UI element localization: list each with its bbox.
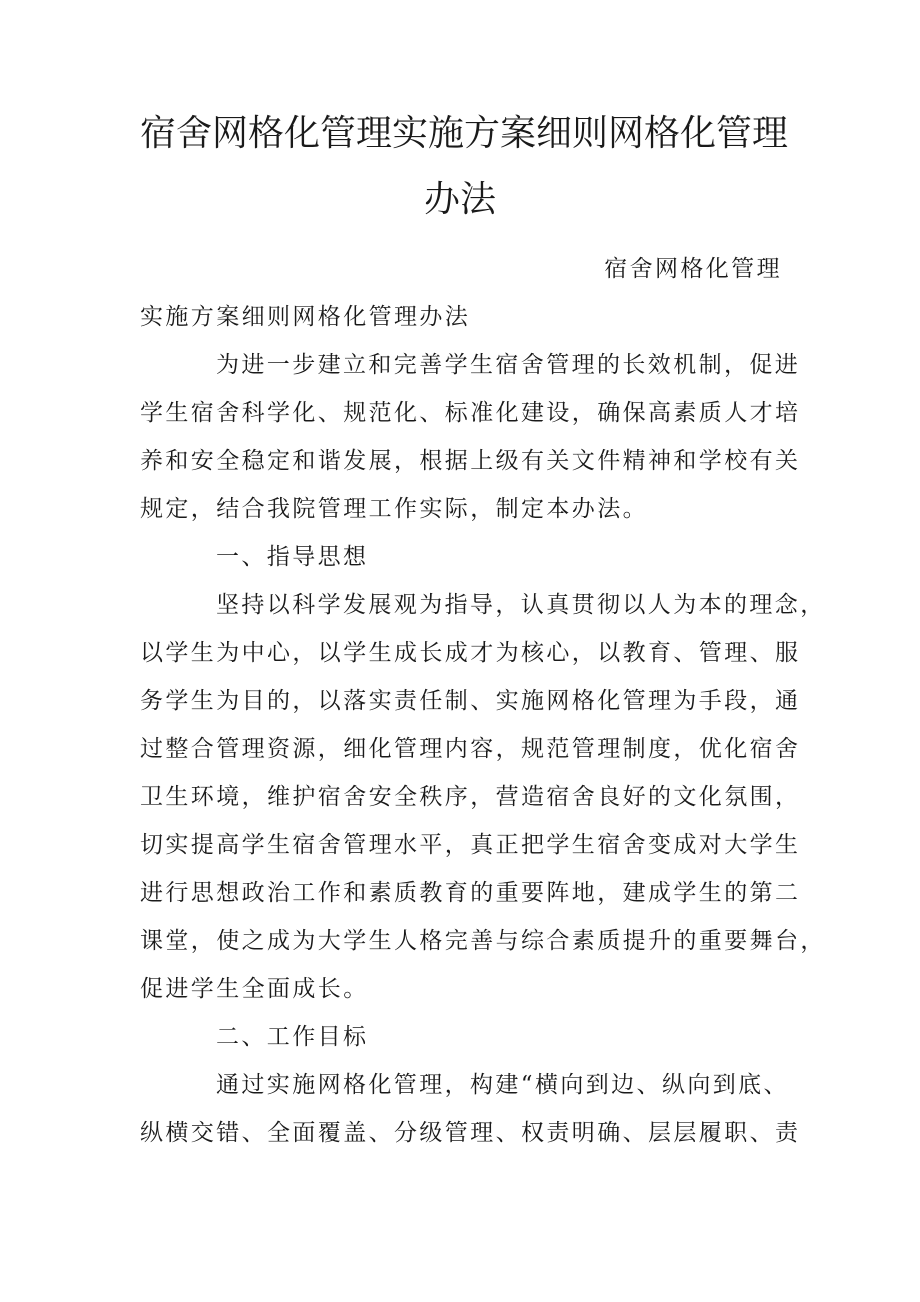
paragraph-line: 规定，结合我院管理工作实际，制定本办法。 (140, 496, 648, 522)
paragraph-line: 卫生环境，维护宿舍安全秩序，营造宿舍良好的文化氛围， (140, 784, 801, 810)
paragraph-line: 过整合管理资源，细化管理内容，规范管理制度，优化宿舍 (140, 736, 801, 762)
paragraph-line: 务学生为目的，以落实责任制、实施网格化管理为手段，通 (140, 688, 801, 714)
subtitle-right: 宿舍网格化管理 (604, 256, 782, 282)
section-heading: 二、工作目标 (216, 1024, 369, 1050)
document-title-line-2: 办法 (423, 179, 496, 220)
paragraph-line: 促进学生全面成长。 (140, 976, 369, 1002)
paragraph-line: 纵横交错、全面覆盖、分级管理、权责明确、层层履职、责 (140, 1120, 801, 1146)
subtitle-left: 实施方案细则网格化管理办法 (140, 304, 471, 330)
paragraph-line: 为进一步建立和完善学生宿舍管理的长效机制，促进 (216, 352, 801, 378)
paragraph-line: 切实提高学生宿舍管理水平，真正把学生宿舍变成对大学生 (140, 832, 801, 858)
paragraph-line: 课堂，使之成为大学生人格完善与综合素质提升的重要舞台， (140, 928, 826, 954)
paragraph-line: 进行思想政治工作和素质教育的重要阵地，建成学生的第二 (140, 880, 801, 906)
paragraph-line: 以学生为中心，以学生成长成才为核心，以教育、管理、服 (140, 640, 801, 666)
paragraph-line: 学生宿舍科学化、规范化、标准化建设，确保高素质人才培 (140, 400, 801, 426)
paragraph-line: 坚持以科学发展观为指导，认真贯彻以人为本的理念， (216, 592, 826, 618)
section-heading: 一、指导思想 (216, 544, 369, 570)
paragraph-line: 养和安全稳定和谐发展，根据上级有关文件精神和学校有关 (140, 448, 801, 474)
paragraph-line: 通过实施网格化管理，构建“横向到边、纵向到底、 (216, 1072, 789, 1098)
document-title-line-1: 宿舍网格化管理实施方案细则网格化管理 (140, 113, 789, 154)
